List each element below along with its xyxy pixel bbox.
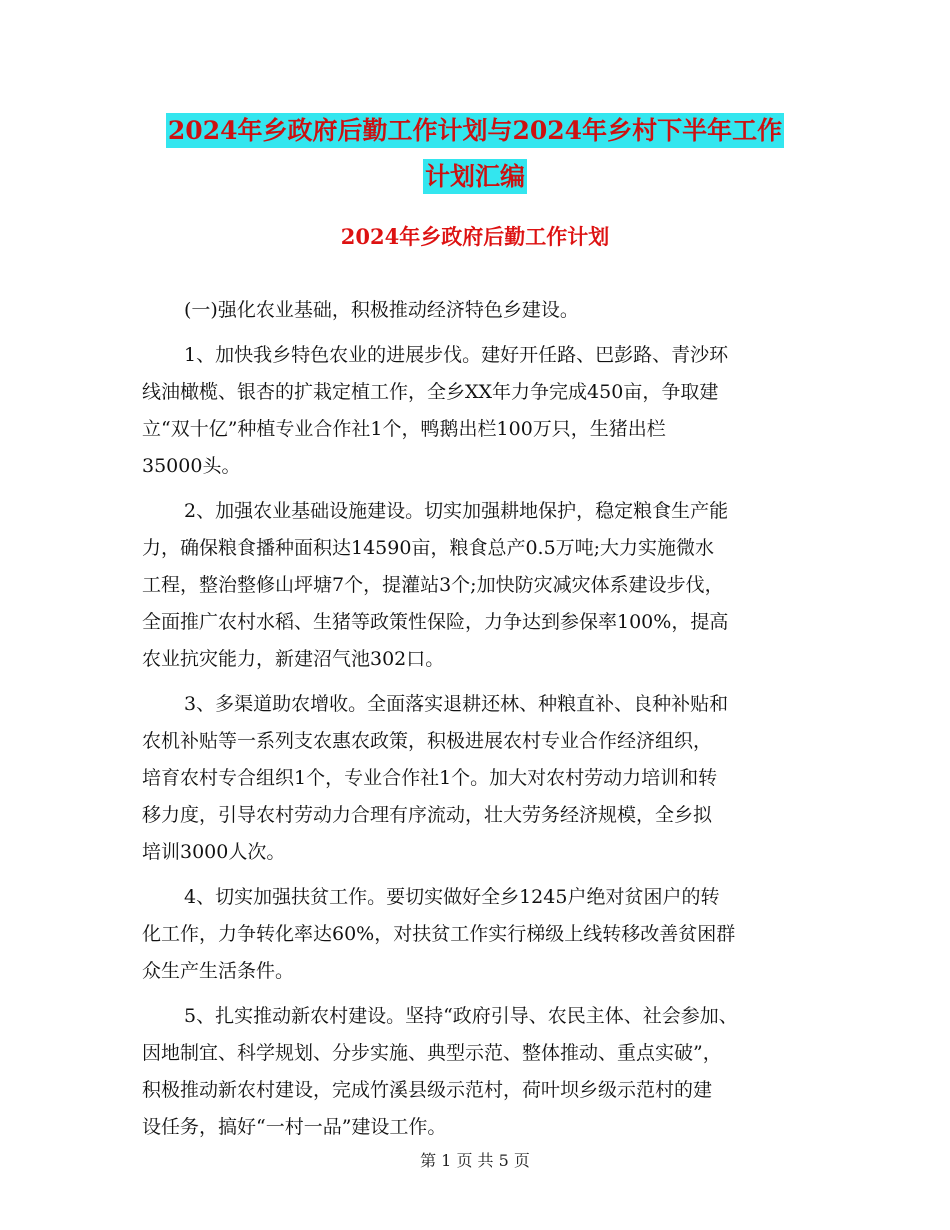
paragraph-line: 线油橄榄、银杏的扩栽定植工作，全乡XX年力争完成450亩，争取建: [142, 381, 719, 403]
title-line-1: 2024年乡政府后勤工作计划与2024年乡村下半年工作: [166, 113, 784, 148]
paragraph-line: 2、加强农业基础设施建设。切实加强耕地保护，稳定粮食生产能: [184, 500, 729, 522]
paragraph-intro: [142, 292, 822, 329]
paragraph-line: 农机补贴等一系列支农惠农政策，积极进展农村专业合作经济组织，: [142, 730, 713, 752]
paragraph-line: 力，确保粮食播种面积达14590亩，粮食总产0.5万吨;大力实施微水: [142, 537, 715, 559]
paragraph-line: 1、加快我乡特色农业的进展步伐。建好开任路、巴彭路、青沙环: [184, 344, 729, 366]
paragraph-1: [142, 337, 822, 485]
paragraph-line: 5、扎实推动新农村建设。坚持“政府引导、农民主体、社会参加、: [184, 1005, 738, 1027]
paragraph-line: 移力度，引导农村劳动力合理有序流动，壮大劳务经济规模，全乡拟: [142, 804, 713, 826]
paragraph-line: 培训3000人次。: [142, 841, 286, 863]
paragraph-line: 培育农村专合组织1个，专业合作社1个。加大对农村劳动力培训和转: [142, 767, 718, 789]
paragraph-3: [142, 686, 822, 871]
paragraph-line: 4、切实加强扶贫工作。要切实做好全乡1245户绝对贫困户的转: [184, 886, 720, 908]
paragraph-line: 化工作，力争转化率达60%，对扶贫工作实行梯级上线转移改善贫困群: [142, 923, 736, 945]
paragraph-5: [142, 998, 822, 1146]
body-text: [142, 292, 822, 1154]
paragraph-line: 积极推动新农村建设，完成竹溪县级示范村，荷叶坝乡级示范村的建: [142, 1079, 713, 1101]
paragraph-2: [142, 493, 822, 678]
section-heading: 2024年乡政府后勤工作计划: [340, 224, 610, 249]
paragraph-line: 因地制宜、科学规划、分步实施、典型示范、整体推动、重点实破”，: [142, 1042, 722, 1064]
paragraph-line: 设任务，搞好“一村一品”建设工作。: [142, 1116, 447, 1138]
paragraph-line: 农业抗灾能力，新建沼气池302口。: [142, 648, 445, 670]
document-title: [0, 108, 950, 200]
paragraph-line: 全面推广农村水稻、生猪等政策性保险，力争达到参保率100%，提高: [142, 611, 729, 633]
paragraph-line: 众生产生活条件。: [142, 960, 295, 982]
title-line-2: 计划汇编: [423, 159, 527, 194]
paragraph-line: 工程，整治整修山坪塘7个，提灌站3个;加快防灾减灾体系建设步伐，: [142, 574, 724, 596]
page-number-footer: 第 1 页 共 5 页: [420, 1151, 530, 1170]
paragraph-line: 立“双十亿”种植专业合作社1个，鸭鹅出栏100万只，生猪出栏: [142, 418, 666, 440]
paragraph-line: (一)强化农业基础，积极推动经济特色乡建设。: [184, 299, 579, 321]
paragraph-line: 3、多渠道助农增收。全面落实退耕还林、种粮直补、良种补贴和: [184, 693, 729, 715]
paragraph-4: [142, 879, 822, 990]
paragraph-line: 35000头。: [142, 455, 241, 477]
